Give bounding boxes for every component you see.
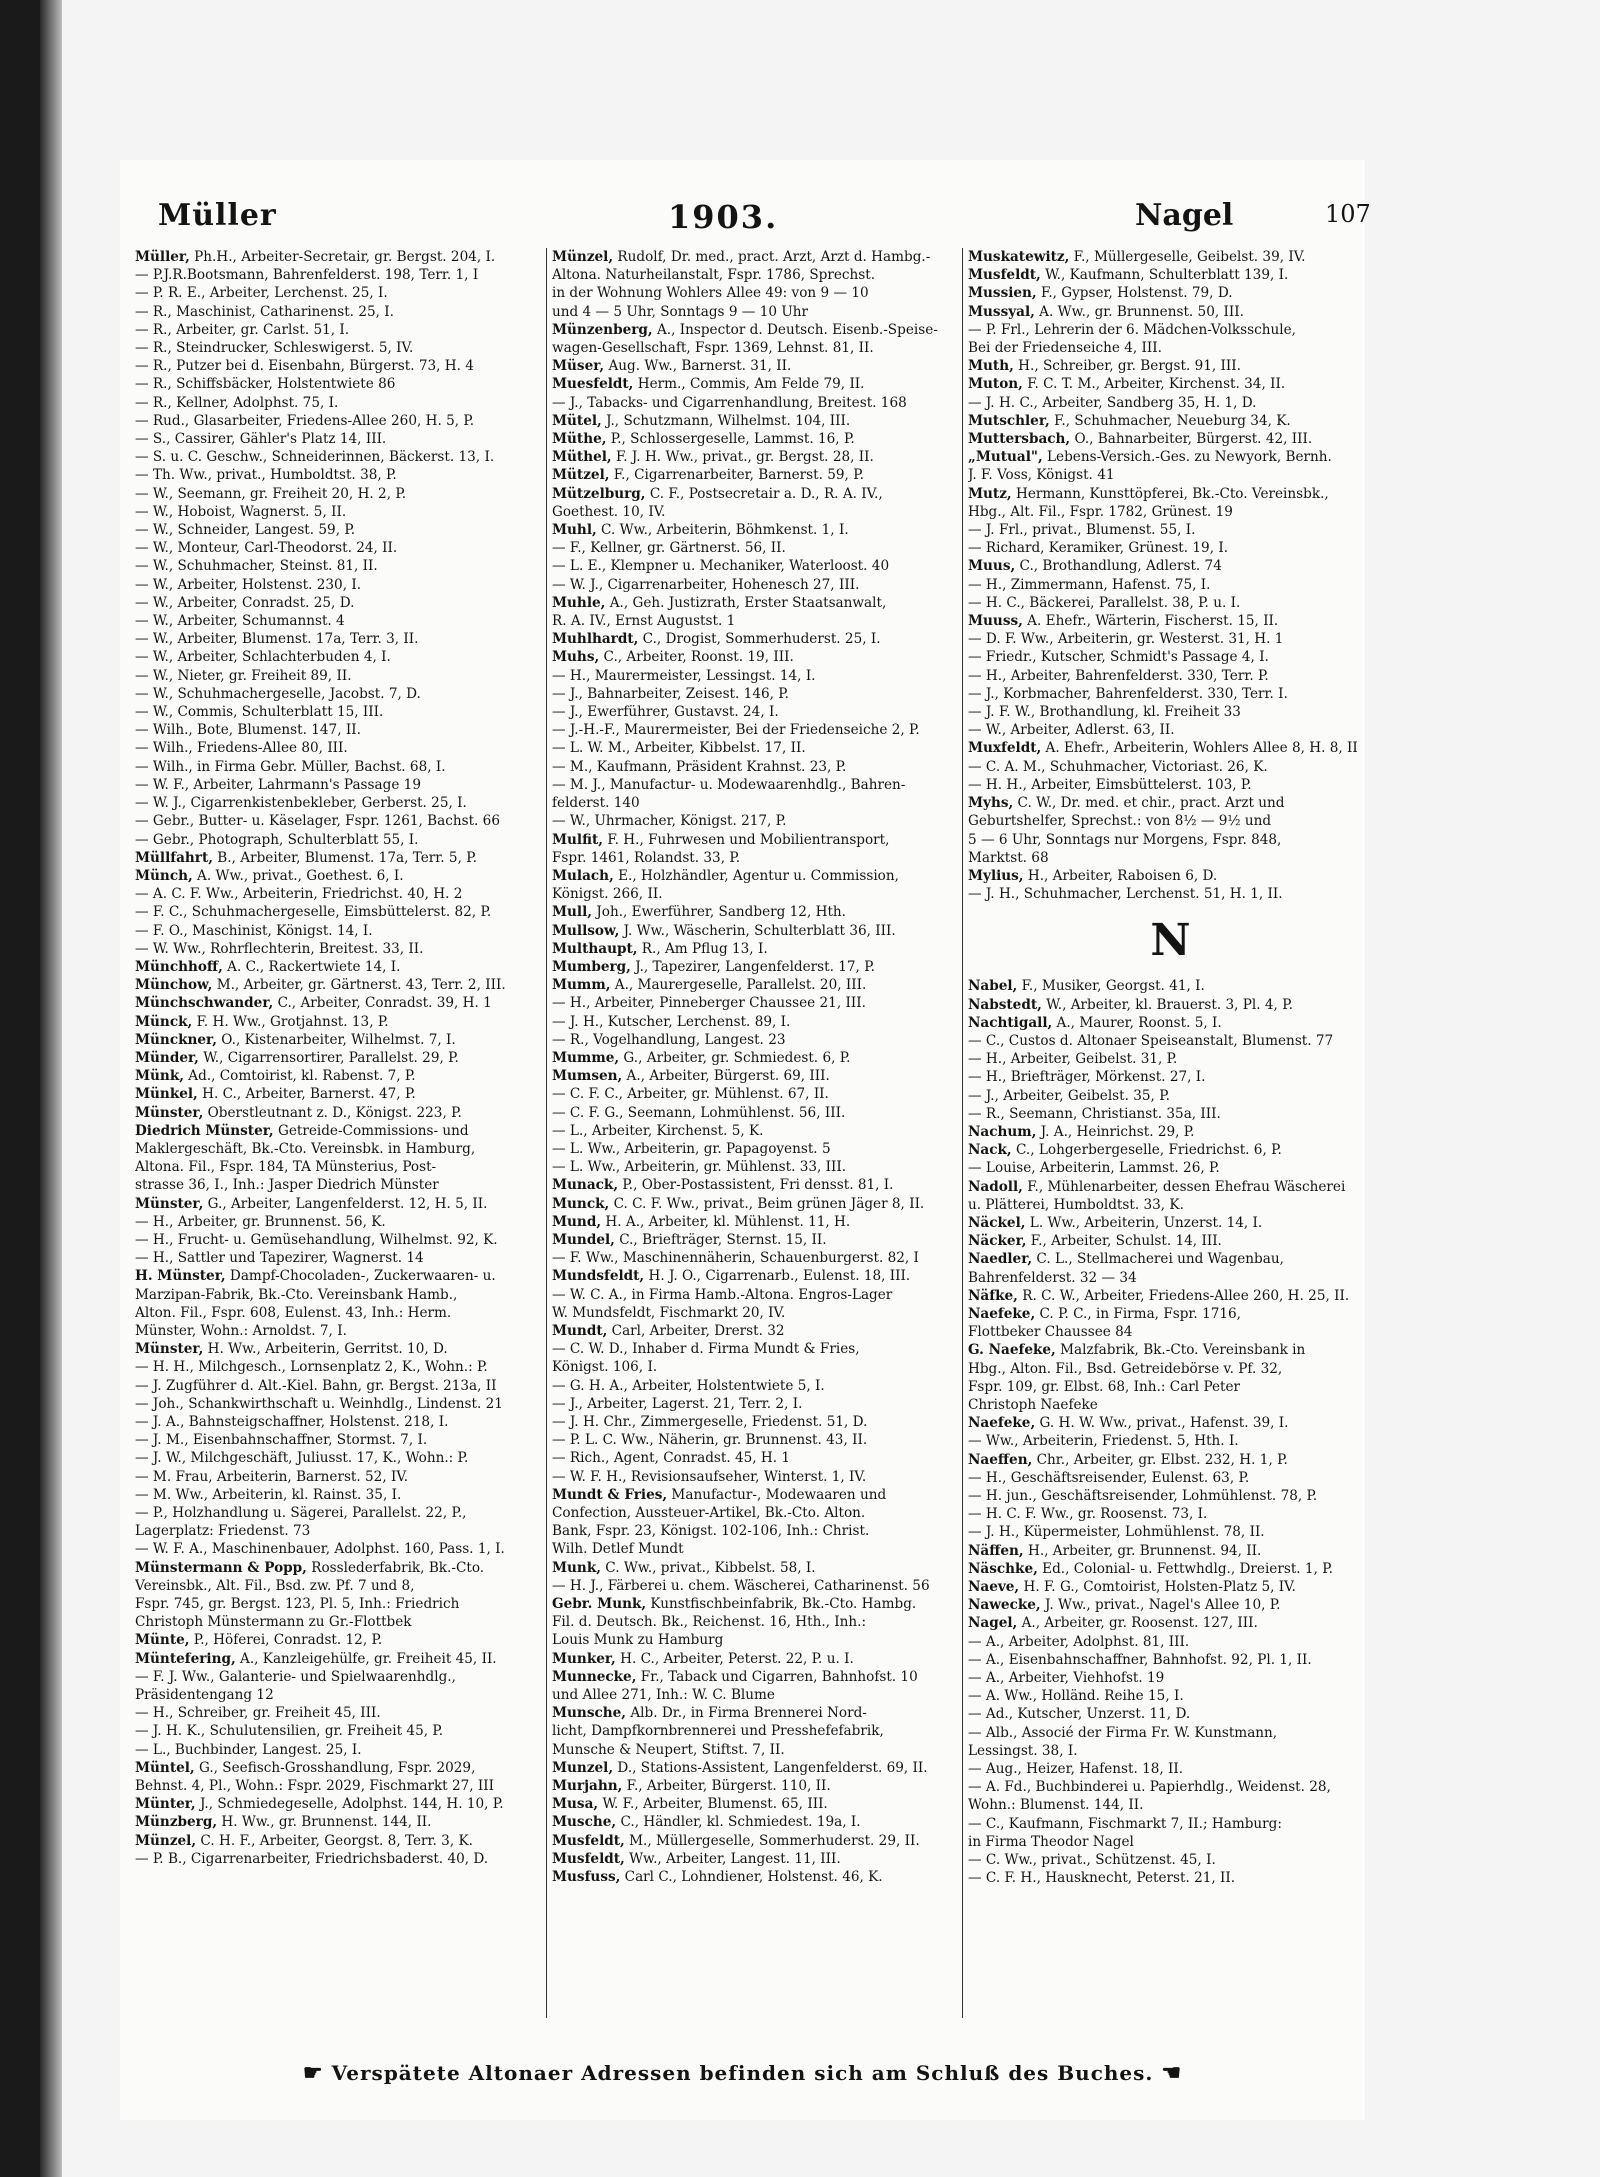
directory-entry-line: Müntel, G., Seefisch-Grosshandlung, Fspr. 2029,: [135, 1759, 476, 1776]
directory-entry-line: Münzberg, H. Ww., gr. Brunnenst. 144, II.: [135, 1814, 432, 1831]
directory-entry-line: Muhle, A., Geh. Justizrath, Erster Staatsanwalt,: [552, 594, 887, 611]
directory-entry-line: — H., Schreiber, gr. Freiheit 45, III.: [135, 1705, 381, 1722]
directory-column-1: [135, 248, 540, 2018]
directory-entry-line: Marktst. 68: [968, 849, 1049, 866]
directory-entry-line: — F. Ww., Maschinennäherin, Schauenburgerst. 82, I: [552, 1250, 919, 1267]
directory-entry-line: Nabel, F., Musiker, Georgst. 41, I.: [968, 978, 1205, 995]
directory-entry-line: Mumme, G., Arbeiter, gr. Schmiedest. 6, P.: [552, 1049, 851, 1066]
header-right-keyword: Nagel: [1135, 198, 1234, 233]
directory-entry-line: Nadoll, F., Mühlenarbeiter, dessen Ehefrau Wäscherei: [968, 1178, 1346, 1195]
directory-entry-line: und 4 — 5 Uhr, Sonntags 9 — 10 Uhr: [552, 303, 809, 320]
directory-entry-line: — S., Cassirer, Gähler's Platz 14, III.: [135, 431, 387, 448]
directory-entry-line: — W. C. A., in Firma Hamb.-Altona. Engros-Lager: [552, 1286, 893, 1303]
directory-entry-line: — P.J.R.Bootsmann, Bahrenfelderst. 198, Terr. 1, I: [135, 267, 479, 284]
directory-entry-line: Munck, C. C. F. Ww., privat., Beim grünen Jäger 8, II.: [552, 1195, 925, 1212]
directory-entry-line: Bahrenfelderst. 32 — 34: [968, 1269, 1137, 1286]
directory-entry-line: Nabstedt, W., Arbeiter, kl. Brauerst. 3, Pl. 4, P.: [968, 996, 1293, 1013]
directory-entry-line: — R., Steindrucker, Schleswigerst. 5, IV.: [135, 340, 414, 357]
directory-entry-line: Münster, G., Arbeiter, Langenfelderst. 12, H. 5, II.: [135, 1195, 488, 1212]
directory-entry-line: — J., Bahnarbeiter, Zeisest. 146, P.: [552, 685, 789, 702]
directory-entry-line: — J. W., Milchgeschäft, Juliusst. 17, K., Wohn.: P.: [135, 1450, 469, 1467]
directory-entry-line: — W. F. A., Maschinenbauer, Adolphst. 160, Pass. 1, I.: [135, 1541, 505, 1558]
directory-entry-line: Münzel, Rudolf, Dr. med., pract. Arzt, Arzt d. Hambg.-: [552, 249, 931, 265]
directory-entry-line: — L. W. M., Arbeiter, Kibbelst. 17, II.: [552, 740, 806, 757]
directory-entry-line: Bank, Fspr. 23, Königst. 102-106, Inh.: Christ.: [552, 1523, 870, 1540]
directory-entry-line: — J., Arbeiter, Geibelst. 35, P.: [968, 1087, 1170, 1104]
scan-binding-gutter: [40, 0, 62, 2177]
directory-entry-line: Wilh. Detlef Mundt: [552, 1541, 684, 1558]
directory-entry-line: Müthe, P., Schlossergeselle, Lammst. 16, P.: [552, 431, 855, 448]
directory-entry-line: — P., Holzhandlung u. Sägerei, Parallelst. 22, P.,: [135, 1505, 467, 1522]
directory-entry-line: — W., Nieter, gr. Freiheit 89, II.: [135, 667, 352, 684]
directory-entry-line: — J. H. C., Arbeiter, Sandberg 35, H. 1, D.: [968, 394, 1257, 411]
directory-entry-line: — R., Vogelhandlung, Langest. 23: [552, 1031, 786, 1048]
directory-entry-line: Mütel, J., Schutzmann, Wilhelmst. 104, III.: [552, 412, 851, 429]
directory-entry-line: Mulach, E., Holzhändler, Agentur u. Commission,: [552, 867, 899, 884]
directory-column-2: [552, 248, 957, 2018]
directory-entry-line: — R., Putzer bei d. Eisenbahn, Bürgerst. 73, H. 4: [135, 358, 474, 375]
directory-entry-line: Mundsfeldt, H. J. O., Cigarrenarb., Eulenst. 18, III.: [552, 1268, 911, 1285]
directory-entry-line: Mullsow, J. Ww., Wäscherin, Schulterblatt 36, III.: [552, 922, 896, 939]
directory-entry-line: — J. A., Bahnsteigschaffner, Holstenst. 218, I.: [135, 1414, 449, 1430]
directory-entry-line: Musfeldt, Ww., Arbeiter, Langest. 11, III.: [552, 1850, 841, 1867]
header-left-keyword: Müller: [158, 198, 277, 233]
directory-column-3: [968, 248, 1373, 2018]
directory-entry-line: Naeve, H. F. G., Comtoirist, Holsten-Platz 5, IV.: [968, 1579, 1296, 1596]
directory-entry-line: — J. Zugführer d. Alt.-Kiel. Bahn, gr. Bergst. 213a, II: [135, 1377, 497, 1394]
directory-entry-line: Maklergeschäft, Bk.-Cto. Vereinsbk. in Hamburg,: [135, 1140, 476, 1157]
directory-entry-line: — W., Schneider, Langest. 59, P.: [135, 522, 356, 539]
directory-entry-line: Diedrich Münster, Getreide-Commissions- und: [135, 1122, 469, 1139]
directory-entry-line: Näfke, R. C. W., Arbeiter, Friedens-Allee 260, H. 25, II.: [968, 1287, 1350, 1304]
directory-entry-line: — W., Schuhmacher, Steinst. 81, II.: [135, 558, 378, 575]
directory-entry-line: — Alb., Associé der Firma Fr. W. Kunstmann,: [968, 1724, 1278, 1741]
directory-entry-line: — R., Schiffsbäcker, Holstentwiete 86: [135, 376, 396, 393]
directory-entry-line: — H. C., Bäckerei, Parallelst. 38, P. u. I.: [968, 594, 1241, 611]
directory-entry-line: — W., Arbeiter, Conradst. 25, D.: [135, 594, 355, 611]
directory-entry-line: — W., Arbeiter, Schlachterbuden 4, I.: [135, 649, 391, 666]
directory-entry-line: — J. H., Küpermeister, Lohmühlenst. 78, II.: [968, 1524, 1265, 1541]
directory-entry-line: — J. H., Schuhmacher, Lerchenst. 51, H. 1, II.: [968, 886, 1283, 903]
directory-entry-line: — C. F. C., Arbeiter, gr. Mühlenst. 67, II.: [552, 1086, 829, 1103]
directory-entry-line: Musfeldt, W., Kaufmann, Schulterblatt 139, I.: [968, 267, 1289, 284]
directory-entry-line: Naefeke, G. H. W. Ww., privat., Hafenst. 39, I.: [968, 1415, 1289, 1432]
directory-entry-line: Multhaupt, R., Am Pflug 13, I.: [552, 940, 768, 957]
directory-entry-line: Musfuss, Carl C., Lohndiener, Holstenst. 46, K.: [552, 1869, 883, 1886]
directory-entry-line: Münchow, M., Arbeiter, gr. Gärtnerst. 43, Terr. 2, III.: [135, 977, 506, 994]
directory-entry-line: — H. C. F. Ww., gr. Roosenst. 73, I.: [968, 1506, 1208, 1523]
directory-entry-line: Mützelburg, C. F., Postsecretair a. D., R. A. IV.,: [552, 485, 883, 502]
directory-entry-line: Altona. Naturheilanstalt, Fspr. 1786, Sprechst.: [552, 267, 876, 284]
directory-entry-line: — L., Buchbinder, Langest. 25, I.: [135, 1741, 362, 1758]
directory-entry-line: — H. H., Arbeiter, Eimsbüttelerst. 103, P.: [968, 776, 1252, 793]
directory-entry-line: „Mutual", Lebens-Versich.-Ges. zu Newyork, Bernh.: [968, 449, 1332, 466]
directory-entry-line: Näschke, Ed., Colonial- u. Fettwhdlg., Dreierst. 1, P.: [968, 1560, 1333, 1577]
directory-entry-line: Muhlhardt, C., Drogist, Sommerhuderst. 25, I.: [552, 631, 881, 648]
directory-entry-line: Nagel, A., Arbeiter, gr. Roosenst. 127, III.: [968, 1615, 1258, 1632]
directory-entry-line: Munzel, D., Stations-Assistent, Langenfelderst. 69, II.: [552, 1759, 928, 1776]
directory-entry-line: J. F. Voss, Königst. 41: [968, 467, 1115, 484]
directory-entry-line: Müthel, F. J. H. Ww., privat., gr. Bergst. 28, II.: [552, 449, 874, 466]
directory-entry-line: — Wilh., in Firma Gebr. Müller, Bachst. 68, I.: [135, 758, 446, 775]
directory-entry-line: — Richard, Keramiker, Grünest. 19, I.: [968, 540, 1229, 557]
directory-entry-line: — F., Kellner, gr. Gärtnerst. 56, II.: [552, 540, 786, 557]
directory-entry-line: — J.-H.-F., Maurermeister, Bei der Friedenseiche 2, P.: [552, 722, 920, 739]
directory-entry-line: Muus, C., Brothandlung, Adlerst. 74: [968, 558, 1222, 575]
directory-entry-line: Fspr. 1461, Rolandst. 33, P.: [552, 849, 741, 866]
directory-entry-line: Fspr. 109, gr. Elbst. 68, Inh.: Carl Peter: [968, 1378, 1241, 1395]
directory-entry-line: Murjahn, F., Arbeiter, Bürgerst. 110, II.: [552, 1778, 831, 1795]
directory-entry-line: — W., Arbeiter, Holstenst. 230, I.: [135, 576, 362, 593]
column-divider: [962, 248, 963, 2018]
directory-entry-line: — Ad., Kutscher, Unzerst. 11, D.: [968, 1706, 1191, 1723]
directory-entry-line: Munsche & Neupert, Stiftst. 7, II.: [552, 1741, 785, 1758]
directory-entry-line: Präsidentengang 12: [135, 1687, 274, 1704]
directory-entry-line: Behnst. 4, Pl., Wohn.: Fspr. 2029, Fischmarkt 27, III: [135, 1778, 495, 1795]
directory-entry-line: Mull, Joh., Ewerführer, Sandberg 12, Hth.: [552, 904, 846, 921]
directory-entry-line: — P. B., Cigarrenarbeiter, Friedrichsbaderst. 40, D.: [135, 1850, 489, 1867]
directory-entry-line: Naefeke, C. P. C., in Firma, Fspr. 1716,: [968, 1305, 1241, 1322]
directory-entry-line: — W. F., Arbeiter, Lahrmann's Passage 19: [135, 776, 421, 793]
directory-entry-line: — H., Frucht- u. Gemüsehandlung, Wilhelmst. 92, K.: [135, 1231, 498, 1248]
directory-entry-line: Nachtigall, A., Maurer, Roonst. 5, I.: [968, 1014, 1222, 1031]
directory-entry-line: — C., Custos d. Altonaer Speiseanstalt, Blumenst. 77: [968, 1032, 1334, 1049]
directory-entry-line: — H., Briefträger, Mörkenst. 27, I.: [968, 1069, 1206, 1086]
directory-entry-line: — W., Monteur, Carl-Theodorst. 24, II.: [135, 540, 398, 557]
directory-entry-line: — L. E., Klempner u. Mechaniker, Waterloost. 40: [552, 558, 890, 575]
directory-entry-line: — M. Ww., Arbeiterin, kl. Rainst. 35, I.: [135, 1486, 402, 1503]
directory-entry-line: — H., Zimmermann, Hafenst. 75, I.: [968, 576, 1211, 593]
directory-entry-line: Münchhoff, A. C., Rackertwiete 14, I.: [135, 958, 401, 975]
directory-entry-line: Musfeldt, M., Müllergeselle, Sommerhuderst. 29, II.: [552, 1832, 920, 1849]
directory-entry-line: Confection, Aussteuer-Artikel, Bk.-Cto. Alton.: [552, 1505, 866, 1522]
directory-entry-line: Königst. 266, II.: [552, 886, 663, 903]
directory-entry-line: Muskatewitz, F., Müllergeselle, Geibelst. 39, IV.: [968, 249, 1306, 265]
directory-entry-line: Münch, A. Ww., privat., Goethest. 6, I.: [135, 867, 404, 884]
directory-entry-line: — J. F. W., Brothandlung, kl. Freiheit 33: [968, 704, 1241, 721]
directory-entry-line: Gebr. Munk, Kunstfischbeinfabrik, Bk.-Cto. Hambg.: [552, 1596, 917, 1613]
column-divider: [546, 248, 547, 2018]
directory-entry-line: Mundt, Carl, Arbeiter, Drerst. 32: [552, 1322, 785, 1339]
directory-entry-line: Musa, W. F., Arbeiter, Blumenst. 65, III.: [552, 1796, 828, 1813]
directory-entry-line: — W., Arbeiter, Schumannst. 4: [135, 613, 345, 630]
directory-entry-line: Muhl, C. Ww., Arbeiterin, Böhmkenst. 1, I.: [552, 522, 849, 539]
directory-entry-line: — Joh., Schankwirthschaft u. Weinhdlg., Lindenst. 21: [135, 1395, 503, 1412]
directory-entry-line: Hbg., Alton. Fil., Bsd. Getreidebörse v. Pf. 32,: [968, 1360, 1283, 1377]
directory-entry-line: Mussien, F., Gypser, Holstenst. 79, D.: [968, 285, 1233, 302]
directory-entry-line: — A. Ww., Holländ. Reihe 15, I.: [968, 1688, 1184, 1705]
directory-entry-line: — C. Ww., privat., Schützenst. 45, I.: [968, 1852, 1216, 1869]
directory-entry-line: Müntefering, A., Kanzleigehülfe, gr. Freiheit 45, II.: [135, 1650, 497, 1667]
directory-page: [120, 160, 1371, 2120]
directory-entry-line: — F. O., Maschinist, Königst. 14, I.: [135, 922, 373, 939]
directory-entry-line: Münster, Oberstleutnant z. D., Königst. 223, P.: [135, 1104, 462, 1121]
directory-entry-line: Münstermann & Popp, Rosslederfabrik, Bk.-Cto.: [135, 1559, 485, 1576]
directory-entry-line: — W., Arbeiter, Adlerst. 63, II.: [968, 722, 1175, 739]
directory-entry-line: — W. F. H., Revisionsaufseher, Winterst. 1, IV.: [552, 1468, 867, 1485]
directory-entry-line: Münder, W., Cigarrensortirer, Parallelst. 29, P.: [135, 1049, 459, 1066]
directory-entry-line: — H. H., Milchgesch., Lornsenplatz 2, K., Wohn.: P.: [135, 1359, 488, 1376]
directory-entry-line: Mundel, C., Briefträger, Sternst. 15, II.: [552, 1231, 827, 1248]
directory-entry-line: Naeffen, Chr., Arbeiter, gr. Elbst. 232, H. 1, P.: [968, 1451, 1288, 1468]
directory-entry-line: Nack, C., Lohgerbergeselle, Friedrichst. 6, P.: [968, 1142, 1282, 1159]
directory-entry-line: H. Münster, Dampf-Chocoladen-, Zuckerwaaren- u.: [135, 1268, 496, 1285]
directory-entry-line: — M., Kaufmann, Präsident Krahnst. 23, P.: [552, 758, 847, 775]
directory-entry-line: — H., Arbeiter, gr. Brunnenst. 56, K.: [135, 1213, 386, 1230]
directory-entry-line: — H., Arbeiter, Bahrenfelderst. 330, Terr. P.: [968, 667, 1269, 684]
directory-entry-line: — Friedr., Kutscher, Schmidt's Passage 4, I.: [968, 649, 1269, 666]
directory-entry-line: — W., Commis, Schulterblatt 15, III.: [135, 704, 384, 721]
directory-entry-line: — W. Ww., Rohrflechterin, Breitest. 33, II.: [135, 940, 424, 957]
directory-entry-line: Flottbeker Chaussee 84: [968, 1324, 1133, 1341]
directory-entry-line: Fspr. 745, gr. Bergst. 123, Pl. 5, Inh.: Friedrich: [135, 1596, 460, 1613]
directory-entry-line: Munk, C. Ww., privat., Kibbelst. 58, I.: [552, 1559, 816, 1576]
directory-entry-line: Mützel, F., Cigarrenarbeiter, Barnerst. 59, P.: [552, 467, 864, 484]
directory-entry-line: — H. jun., Geschäftsreisender, Lohmühlenst. 78, P.: [968, 1488, 1318, 1504]
directory-entry-line: in der Wohnung Wohlers Allee 49: von 9 — 10: [552, 285, 869, 302]
directory-entry-line: — W., Uhrmacher, Königst. 217, P.: [552, 813, 787, 830]
directory-entry-line: Müllfahrt, B., Arbeiter, Blumenst. 17a, Terr. 5, P.: [135, 849, 477, 866]
directory-entry-line: Myhs, C. W., Dr. med. et chir., pract. Arzt und: [968, 795, 1285, 812]
directory-entry-line: Münte, P., Höferei, Conradst. 12, P.: [135, 1632, 383, 1649]
directory-entry-line: — D. F. Ww., Arbeiterin, gr. Westerst. 31, H. 1: [968, 631, 1284, 648]
directory-entry-line: Mutz, Hermann, Kunsttöpferei, Bk.-Cto. Vereinsbk.,: [968, 485, 1329, 502]
directory-entry-line: Muuss, A. Ehefr., Wärterin, Fischerst. 15, II.: [968, 613, 1279, 630]
footer-note: [120, 2060, 1365, 2086]
section-letter-heading: N: [1150, 915, 1191, 967]
directory-entry-line: Münster, H. Ww., Arbeiterin, Gerritst. 10, D.: [135, 1341, 448, 1358]
directory-entry-line: Alton. Fil., Fspr. 608, Eulenst. 43, Inh.: Herm.: [135, 1304, 452, 1321]
directory-entry-line: — J., Ewerführer, Gustavst. 24, I.: [552, 704, 779, 721]
page-header: [120, 198, 1371, 238]
directory-entry-line: — C. W. D., Inhaber d. Firma Mundt & Fries,: [552, 1341, 860, 1358]
directory-entry-line: — Gebr., Butter- u. Käselager, Fspr. 1261, Bachst. 66: [135, 813, 500, 830]
directory-entry-line: Mumsen, A., Arbeiter, Bürgerst. 69, III.: [552, 1068, 830, 1085]
directory-entry-line: — L. Ww., Arbeiterin, gr. Papagoyenst. 5: [552, 1140, 831, 1157]
directory-entry-line: — J., Korbmacher, Bahrenfelderst. 330, Terr. I.: [968, 685, 1288, 702]
directory-entry-line: Mulfit, F. H., Fuhrwesen und Mobilientransport,: [552, 831, 890, 848]
directory-entry-line: Muton, F. C. T. M., Arbeiter, Kirchenst. 34, II.: [968, 376, 1286, 393]
directory-entry-line: Christoph Münstermann zu Gr.-Flottbek: [135, 1614, 412, 1631]
directory-entry-line: — Ww., Arbeiterin, Friedenst. 5, Hth. I.: [968, 1433, 1239, 1450]
directory-entry-line: Königst. 106, I.: [552, 1359, 658, 1376]
directory-entry-line: — W. J., Cigarrenarbeiter, Hohenesch 27, III.: [552, 576, 860, 593]
directory-entry-line: — H., Arbeiter, Pinneberger Chaussee 21, III.: [552, 995, 866, 1012]
header-year: 1903.: [668, 198, 779, 236]
directory-entry-line: Mumberg, J., Tapezirer, Langenfelderst. 17, P.: [552, 958, 875, 975]
directory-entry-line: — L. Ww., Arbeiterin, gr. Mühlenst. 33, III.: [552, 1159, 847, 1176]
directory-entry-line: G. Naefeke, Malzfabrik, Bk.-Cto. Vereinsbank in: [968, 1342, 1306, 1359]
directory-entry-line: wagen-Gesellschaft, Fspr. 1369, Lehnst. 81, II.: [552, 340, 874, 357]
directory-entry-line: Mumm, A., Maurergeselle, Parallelst. 20, III.: [552, 977, 867, 994]
directory-entry-line: — C. F. G., Seemann, Lohmühlenst. 56, III.: [552, 1104, 846, 1121]
directory-entry-line: Fil. d. Deutsch. Bk., Reichenst. 16, Hth., Inh.:: [552, 1614, 867, 1631]
directory-entry-line: Christoph Naefeke: [968, 1396, 1098, 1413]
directory-entry-line: Muhs, C., Arbeiter, Roonst. 19, III.: [552, 649, 794, 666]
directory-entry-line: Munnecke, Fr., Taback und Cigarren, Bahnhofst. 10: [552, 1668, 918, 1685]
directory-entry-line: Müller, Ph.H., Arbeiter-Secretair, gr. Bergst. 204, I.: [135, 249, 496, 265]
directory-entry-line: — F. C., Schuhmachergeselle, Eimsbüttelerst. 82, P.: [135, 904, 492, 921]
directory-entry-line: Münter, J., Schmiedegeselle, Adolphst. 144, H. 10, P.: [135, 1796, 504, 1813]
directory-entry-line: Münster, Wohn.: Arnoldst. 7, I.: [135, 1322, 347, 1339]
directory-entry-line: Mundt & Fries, Manufactur-, Modewaaren und: [552, 1486, 887, 1503]
directory-entry-line: Vereinsbk., Alt. Fil., Bsd. zw. Pf. 7 und 8,: [135, 1577, 415, 1594]
directory-entry-line: Müser, Aug. Ww., Barnerst. 31, II.: [552, 358, 792, 375]
directory-entry-line: — Gebr., Photograph, Schulterblatt 55, I.: [135, 831, 419, 848]
directory-entry-line: in Firma Theodor Nagel: [968, 1833, 1134, 1850]
directory-entry-line: felderst. 140: [552, 795, 640, 812]
directory-entry-line: — W. J., Cigarrenkistenbekleber, Gerberst. 25, I.: [135, 795, 467, 812]
directory-entry-line: — Wilh., Friedens-Allee 80, III.: [135, 740, 348, 757]
directory-entry-line: — H., Arbeiter, Geibelst. 31, P.: [968, 1051, 1178, 1068]
directory-entry-line: — H. J., Färberei u. chem. Wäscherei, Catharinenst. 56: [552, 1577, 930, 1594]
directory-entry-line: — J. M., Eisenbahnschaffner, Stormst. 7, I.: [135, 1432, 428, 1449]
footer-text: Verspätete Altonaer Adressen befinden sich am Schluß des Buches.: [331, 2061, 1154, 2085]
pointing-hand-left-icon: ☚: [1161, 2060, 1183, 2086]
directory-entry-line: Goethest. 10, IV.: [552, 503, 666, 520]
directory-entry-line: Muth, H., Schreiber, gr. Bergst. 91, III.: [968, 358, 1241, 375]
directory-entry-line: Mylius, H., Arbeiter, Raboisen 6, D.: [968, 867, 1218, 884]
directory-entry-line: Mutschler, F., Schuhmacher, Neueburg 34, K.: [968, 412, 1291, 429]
directory-entry-line: — A. Fd., Buchbinderei u. Papierhdlg., Weidenst. 28,: [968, 1779, 1331, 1796]
directory-entry-line: Lessingst. 38, I.: [968, 1742, 1078, 1759]
directory-entry-line: — Louise, Arbeiterin, Lammst. 26, P.: [968, 1160, 1220, 1177]
directory-entry-line: Nawecke, J. Ww., privat., Nagel's Allee 10, P.: [968, 1597, 1281, 1614]
directory-entry-line: Louis Munk zu Hamburg: [552, 1632, 724, 1649]
directory-entry-line: — S. u. C. Geschw., Schneiderinnen, Bäckerst. 13, I.: [135, 449, 495, 466]
directory-entry-line: — J. H., Kutscher, Lerchenst. 89, I.: [552, 1013, 791, 1030]
directory-entry-line: — R., Seemann, Christianst. 35a, III.: [968, 1105, 1221, 1122]
directory-entry-line: — H., Sattler und Tapezirer, Wagnerst. 14: [135, 1250, 424, 1267]
directory-entry-line: — R., Maschinist, Catharinenst. 25, I.: [135, 303, 394, 320]
directory-entry-line: und Allee 271, Inh.: W. C. Blume: [552, 1687, 775, 1704]
directory-entry-line: Hbg., Alt. Fil., Fspr. 1782, Grünest. 19: [968, 503, 1233, 520]
directory-entry-line: licht, Dampfkornbrennerei und Presshefefabrik,: [552, 1723, 884, 1740]
directory-entry-line: — Rud., Glasarbeiter, Friedens-Allee 260, H. 5, P.: [135, 412, 475, 429]
directory-entry-line: Mund, H. A., Arbeiter, kl. Mühlenst. 11, H.: [552, 1213, 851, 1230]
directory-entry-line: — W., Seemann, gr. Freiheit 20, H. 2, P.: [135, 485, 407, 502]
directory-entry-line: strasse 36, I., Inh.: Jasper Diedrich Münster: [135, 1177, 439, 1194]
directory-entry-line: Münzenberg, A., Inspector d. Deutsch. Eisenb.-Speise-: [552, 321, 938, 338]
directory-entry-line: Geburtshelfer, Sprechst.: von 8½ — 9½ und: [968, 813, 1272, 830]
directory-entry-line: Näckel, L. Ww., Arbeiterin, Unzerst. 14, I.: [968, 1214, 1263, 1231]
directory-entry-line: Mussyal, A. Ww., gr. Brunnenst. 50, III.: [968, 303, 1244, 320]
directory-entry-line: — C., Kaufmann, Fischmarkt 7, II.; Hamburg:: [968, 1815, 1282, 1832]
directory-entry-line: — P. R. E., Arbeiter, Lerchenst. 25, I.: [135, 285, 388, 302]
directory-entry-line: Musche, C., Händler, kl. Schmiedest. 19a, I.: [552, 1814, 861, 1831]
directory-entry-line: u. Plätterei, Humboldtst. 33, K.: [968, 1196, 1184, 1213]
directory-entry-line: Muxfeldt, A. Ehefr., Arbeiterin, Wohlers Allee 8, H. 8, II: [968, 740, 1358, 757]
directory-entry-line: Munack, P., Ober-Postassistent, Fri densst. 81, I.: [552, 1177, 894, 1194]
directory-entry-line: Münckner, O., Kistenarbeiter, Wilhelmst. 7, I.: [135, 1031, 456, 1048]
directory-entry-line: Münk, Ad., Comtoirist, kl. Rabenst. 7, P.: [135, 1068, 416, 1085]
directory-entry-line: — Rich., Agent, Conradst. 45, H. 1: [552, 1450, 791, 1467]
directory-entry-line: Marzipan-Fabrik, Bk.-Cto. Vereinsbank Hamb.,: [135, 1286, 458, 1303]
directory-entry-line: Muesfeldt, Herm., Commis, Am Felde 79, II.: [552, 376, 865, 393]
directory-entry-line: Münkel, H. C., Arbeiter, Barnerst. 47, P.: [135, 1086, 416, 1103]
directory-entry-line: Muttersbach, O., Bahnarbeiter, Bürgerst. 42, III.: [968, 431, 1313, 448]
directory-entry-line: — W., Hoboist, Wagnerst. 5, II.: [135, 503, 347, 520]
page-number: 107: [1325, 200, 1371, 228]
directory-entry-line: — A., Arbeiter, Viehhofst. 19: [968, 1670, 1165, 1687]
directory-entry-line: — J. H. K., Schulutensilien, gr. Freiheit 45, P.: [135, 1723, 444, 1740]
directory-entry-line: W. Mundsfeldt, Fischmarkt 20, IV.: [552, 1304, 786, 1321]
directory-entry-line: 5 — 6 Uhr, Sonntags nur Morgens, Fspr. 848,: [968, 831, 1282, 848]
directory-entry-line: Münck, F. H. Ww., Grotjahnst. 13, P.: [135, 1013, 389, 1030]
directory-entry-line: — G. H. A., Arbeiter, Holstentwiete 5, I.: [552, 1377, 825, 1394]
directory-entry-line: — J. H. Chr., Zimmergeselle, Friedenst. 51, D.: [552, 1414, 868, 1430]
directory-entry-line: — R., Kellner, Adolphst. 75, I.: [135, 394, 339, 411]
directory-entry-line: Näcker, F., Arbeiter, Schulst. 14, III.: [968, 1233, 1222, 1250]
directory-entry-line: — C. F. H., Hausknecht, Peterst. 21, II.: [968, 1870, 1236, 1887]
directory-entry-line: R. A. IV., Ernst Augustst. 1: [552, 613, 736, 630]
directory-entry-line: — J. Frl., privat., Blumenst. 55, I.: [968, 522, 1196, 539]
pointing-hand-right-icon: ☛: [302, 2060, 324, 2086]
directory-entry-line: Altona. Fil., Fspr. 184, TA Münsterius, Post-: [135, 1159, 437, 1176]
directory-entry-line: — W., Arbeiter, Blumenst. 17a, Terr. 3, II.: [135, 631, 419, 648]
directory-entry-line: — Aug., Heizer, Hafenst. 18, II.: [968, 1761, 1184, 1778]
directory-entry-line: — H., Maurermeister, Lessingst. 14, I.: [552, 667, 816, 684]
directory-entry-line: — L., Arbeiter, Kirchenst. 5, K.: [552, 1122, 764, 1139]
directory-entry-line: — J., Tabacks- und Cigarrenhandlung, Breitest. 168: [552, 394, 907, 411]
directory-entry-line: Näffen, H., Arbeiter, gr. Brunnenst. 94, II.: [968, 1542, 1262, 1559]
directory-entry-line: — M. J., Manufactur- u. Modewaarenhdlg., Bahren-: [552, 776, 906, 793]
directory-entry-line: Naedler, C. L., Stellmacherei und Wagenbau,: [968, 1251, 1284, 1268]
directory-entry-line: Münzel, C. H. F., Arbeiter, Georgst. 8, Terr. 3, K.: [135, 1832, 473, 1849]
directory-entry-line: Nachum, J. A., Heinrichst. 29, P.: [968, 1123, 1195, 1140]
directory-entry-line: Munker, H. C., Arbeiter, Peterst. 22, P. u. I.: [552, 1650, 854, 1667]
directory-entry-line: Münchschwander, C., Arbeiter, Conradst. 39, H. 1: [135, 995, 492, 1012]
directory-entry-line: — M. Frau, Arbeiterin, Barnerst. 52, IV.: [135, 1468, 409, 1485]
directory-entry-line: — A., Arbeiter, Adolphst. 81, III.: [968, 1633, 1190, 1650]
directory-entry-line: — P. Frl., Lehrerin der 6. Mädchen-Volksschule,: [968, 321, 1296, 338]
directory-entry-line: — F. J. Ww., Galanterie- und Spielwaarenhdlg.,: [135, 1668, 456, 1685]
directory-entry-line: — C. A. M., Schuhmacher, Victoriast. 26, K.: [968, 758, 1268, 775]
directory-entry-line: — H., Geschäftsreisender, Eulenst. 63, P.: [968, 1469, 1250, 1486]
directory-entry-line: — R., Arbeiter, gr. Carlst. 51, I.: [135, 321, 350, 338]
directory-entry-line: — Th. Ww., privat., Humboldtst. 38, P.: [135, 467, 397, 484]
directory-entry-line: — A. C. F. Ww., Arbeiterin, Friedrichst. 40, H. 2: [135, 886, 463, 903]
directory-entry-line: Lagerplatz: Friedenst. 73: [135, 1523, 311, 1540]
directory-entry-line: Munsche, Alb. Dr., in Firma Brennerei Nord-: [552, 1705, 867, 1722]
directory-entry-line: — A., Eisenbahnschaffner, Bahnhofst. 92, Pl. 1, II.: [968, 1651, 1312, 1668]
directory-entry-line: — P. L. C. Ww., Näherin, gr. Brunnenst. 43, II.: [552, 1432, 868, 1449]
directory-entry-line: — J., Arbeiter, Lagerst. 21, Terr. 2, I.: [552, 1395, 803, 1412]
directory-entry-line: — W., Schuhmachergeselle, Jacobst. 7, D.: [135, 685, 421, 702]
directory-entry-line: Wohn.: Blumenst. 144, II.: [968, 1797, 1144, 1814]
directory-entry-line: Bei der Friedenseiche 4, III.: [968, 340, 1162, 357]
directory-entry-line: — Wilh., Bote, Blumenst. 147, II.: [135, 722, 361, 739]
